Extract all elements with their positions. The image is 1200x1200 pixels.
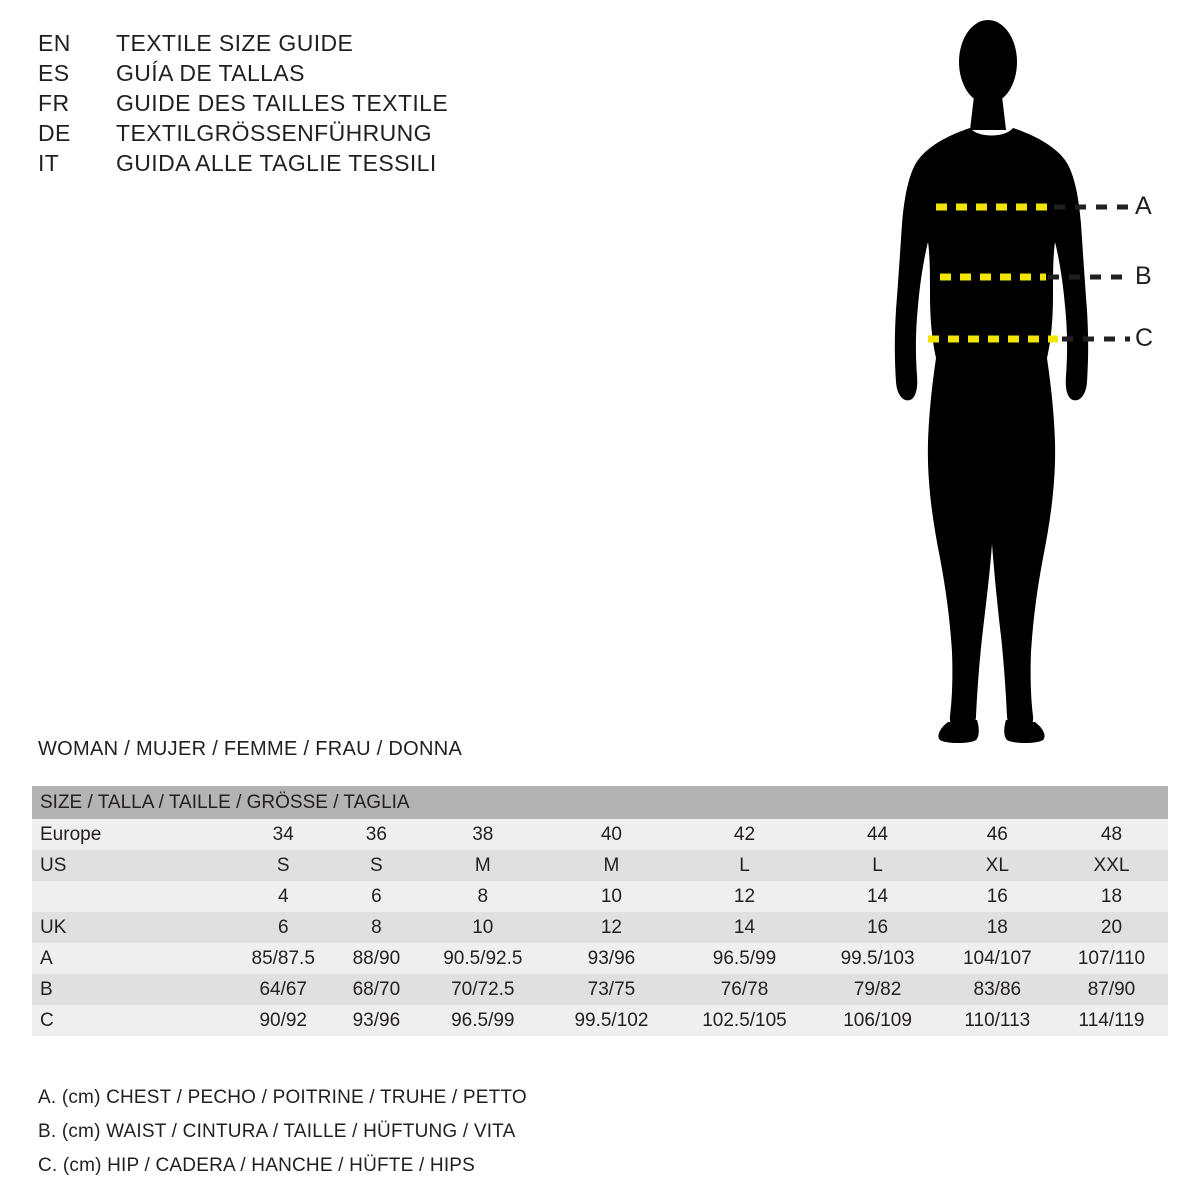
row-label-c: C bbox=[40, 1009, 54, 1031]
cell: S bbox=[370, 854, 383, 876]
cell: 6 bbox=[371, 885, 382, 907]
cell: 44 bbox=[866, 823, 889, 845]
cell: 20 bbox=[1100, 916, 1123, 938]
cell: 106/109 bbox=[843, 1009, 912, 1031]
cell: 6 bbox=[277, 916, 289, 938]
cell: 8 bbox=[477, 885, 489, 907]
cell: 38 bbox=[472, 823, 494, 845]
cell: 83/86 bbox=[973, 978, 1022, 1000]
title-text-fr: GUIDE DES TAILLES TEXTILE bbox=[116, 90, 449, 116]
cell: 93/96 bbox=[352, 1009, 401, 1031]
cell: 73/75 bbox=[587, 978, 636, 1000]
cell: 12 bbox=[600, 916, 622, 938]
table-header-label: SIZE / TALLA / TAILLE / GRÖSSE / TAGLIA bbox=[40, 791, 410, 813]
cell: 8 bbox=[371, 916, 382, 938]
title-lang-de: DE bbox=[38, 120, 71, 146]
cell: 70/72.5 bbox=[451, 978, 515, 1000]
title-text-es: GUÍA DE TALLAS bbox=[116, 60, 305, 86]
cell: 104/107 bbox=[962, 947, 1032, 969]
cell: XXL bbox=[1093, 854, 1130, 876]
cell: 99.5/103 bbox=[840, 947, 915, 969]
cell: 102.5/105 bbox=[702, 1009, 787, 1031]
title-text-de: TEXTILGRÖSSENFÜHRUNG bbox=[116, 120, 432, 146]
row-label-b: B bbox=[40, 978, 53, 1000]
cell: L bbox=[739, 854, 750, 876]
cell: 10 bbox=[600, 885, 622, 907]
row-label-a: A bbox=[40, 947, 53, 969]
row-label-europe: Europe bbox=[40, 823, 102, 845]
title-text-it: GUIDA ALLE TAGLIE TESSILI bbox=[116, 150, 437, 176]
title-row-es bbox=[38, 60, 558, 87]
cell: 14 bbox=[866, 885, 889, 907]
cell: 76/78 bbox=[720, 978, 769, 1000]
cell: 40 bbox=[600, 823, 622, 845]
cell: 4 bbox=[277, 885, 289, 907]
table-row bbox=[32, 974, 1168, 1005]
table-row bbox=[32, 943, 1168, 974]
title-lang-fr: FR bbox=[38, 90, 70, 116]
title-row-it bbox=[38, 150, 558, 177]
cell: 16 bbox=[866, 916, 889, 938]
table-row bbox=[32, 912, 1168, 943]
legend-line-b: B. (cm) WAIST / CINTURA / TAILLE / HÜFTUNG / VITA bbox=[38, 1121, 516, 1142]
title-lang-en: EN bbox=[38, 30, 71, 56]
legend-line-c: C. (cm) HIP / CADERA / HANCHE / HÜFTE / HIPS bbox=[38, 1155, 476, 1176]
measurement-legend bbox=[38, 1087, 527, 1189]
measure-label-b: B bbox=[1135, 262, 1152, 290]
figure-area bbox=[840, 10, 1190, 750]
title-row-de bbox=[38, 120, 558, 147]
cell: 114/119 bbox=[1078, 1009, 1145, 1031]
cell: 110/113 bbox=[964, 1009, 1031, 1031]
cell: 90.5/92.5 bbox=[443, 947, 523, 969]
cell: 88/90 bbox=[352, 947, 401, 969]
cell: 90/92 bbox=[259, 1009, 307, 1031]
table-row bbox=[32, 850, 1168, 881]
title-block bbox=[38, 30, 558, 180]
cell: 99.5/102 bbox=[574, 1009, 649, 1031]
cell: 48 bbox=[1100, 823, 1123, 845]
measure-label-c: C bbox=[1135, 324, 1154, 352]
table-header-row bbox=[32, 786, 1168, 819]
cell: 18 bbox=[986, 916, 1008, 938]
title-lang-it: IT bbox=[38, 150, 60, 176]
cell: 42 bbox=[733, 823, 756, 845]
cell: 18 bbox=[1100, 885, 1123, 907]
cell: S bbox=[276, 854, 290, 876]
cell: 68/70 bbox=[352, 978, 401, 1000]
title-text-en: TEXTILE SIZE GUIDE bbox=[116, 30, 354, 56]
title-row-en bbox=[38, 30, 558, 57]
cell: 36 bbox=[365, 823, 387, 845]
table-row bbox=[32, 819, 1168, 850]
cell: 10 bbox=[472, 916, 494, 938]
table-row bbox=[32, 881, 1168, 912]
cell: 16 bbox=[986, 885, 1008, 907]
cell: 96.5/99 bbox=[712, 947, 777, 969]
cell: 107/110 bbox=[1077, 947, 1146, 969]
cell: 96.5/99 bbox=[451, 1009, 515, 1031]
cell: L bbox=[872, 854, 883, 876]
cell: 64/67 bbox=[259, 978, 307, 1000]
section-title-woman: WOMAN / MUJER / FEMME / FRAU / DONNA bbox=[38, 738, 463, 760]
cell: 46 bbox=[986, 823, 1008, 845]
cell: 12 bbox=[733, 885, 756, 907]
cell: 79/82 bbox=[853, 978, 902, 1000]
female-body-silhouette-icon bbox=[840, 10, 1190, 750]
cell: 87/90 bbox=[1087, 978, 1136, 1000]
table-row bbox=[32, 1005, 1168, 1036]
cell: 93/96 bbox=[587, 947, 636, 969]
cell: M bbox=[474, 854, 491, 876]
cell: M bbox=[603, 854, 620, 876]
cell: 14 bbox=[733, 916, 756, 938]
row-label-us-numeric bbox=[32, 881, 230, 912]
cell: XL bbox=[985, 854, 1009, 876]
size-table bbox=[32, 786, 1168, 1036]
legend-line-a: A. (cm) CHEST / PECHO / POITRINE / TRUHE / PETTO bbox=[38, 1087, 527, 1108]
row-label-us: US bbox=[40, 854, 67, 876]
title-lang-es: ES bbox=[38, 60, 70, 86]
title-row-fr bbox=[38, 90, 558, 117]
row-label-uk: UK bbox=[40, 916, 67, 938]
cell: 34 bbox=[272, 823, 294, 845]
cell: 85/87.5 bbox=[251, 947, 315, 969]
measure-label-a: A bbox=[1135, 192, 1152, 220]
